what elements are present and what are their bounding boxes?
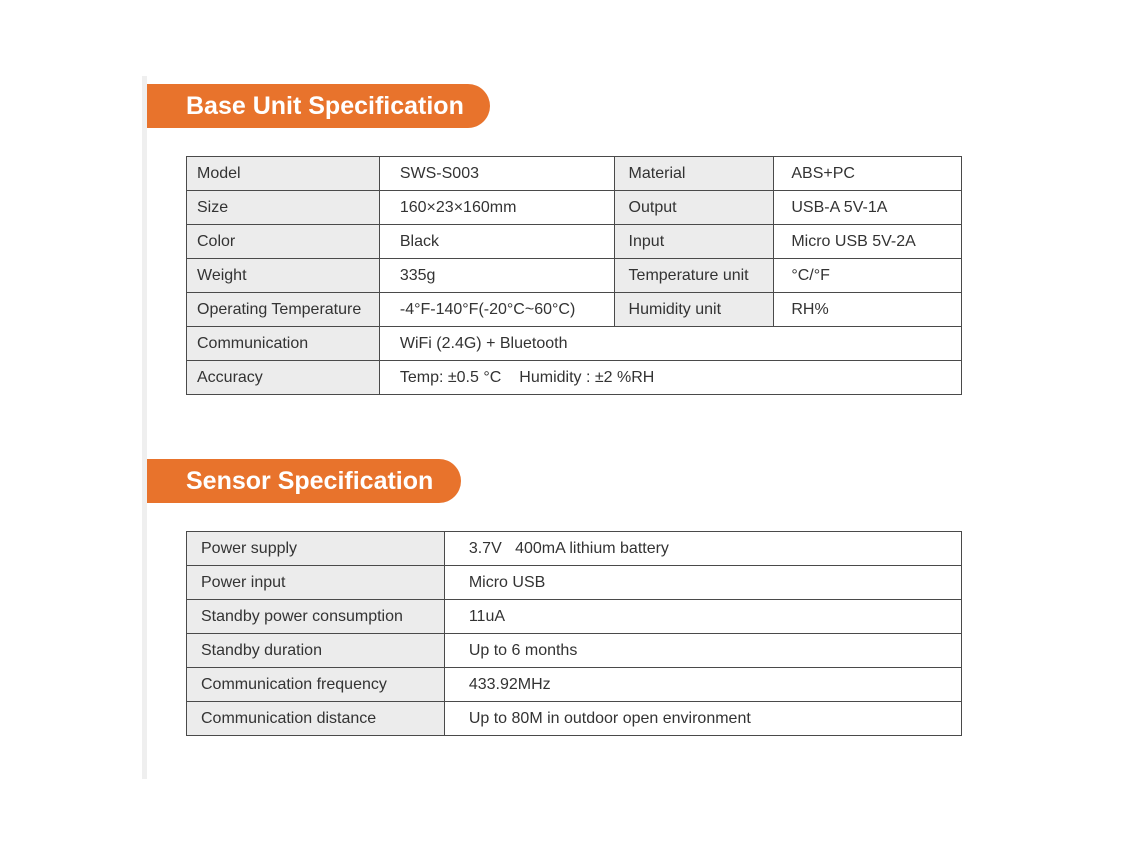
spec-label-size: Size bbox=[187, 191, 380, 225]
spec-value-communication-frequency: 433.92MHz bbox=[444, 668, 961, 702]
base-unit-spec-table bbox=[186, 156, 962, 395]
sensor-title: Sensor Specification bbox=[147, 459, 461, 503]
spec-label-input: Input bbox=[614, 225, 774, 259]
spec-label-standby-power: Standby power consumption bbox=[187, 600, 445, 634]
spec-label-accuracy: Accuracy bbox=[187, 361, 380, 395]
spec-label-communication: Communication bbox=[187, 327, 380, 361]
table-row bbox=[187, 191, 962, 225]
spec-value-weight: 335g bbox=[379, 259, 614, 293]
spec-value-size: 160×23×160mm bbox=[379, 191, 614, 225]
spec-label-weight: Weight bbox=[187, 259, 380, 293]
spec-label-color: Color bbox=[187, 225, 380, 259]
table-row bbox=[187, 600, 962, 634]
table-row bbox=[187, 327, 962, 361]
spec-label-humidity-unit: Humidity unit bbox=[614, 293, 774, 327]
spec-label-power-input: Power input bbox=[187, 566, 445, 600]
spec-value-power-input: Micro USB bbox=[444, 566, 961, 600]
table-row bbox=[187, 532, 962, 566]
table-row bbox=[187, 259, 962, 293]
spec-label-power-supply: Power supply bbox=[187, 532, 445, 566]
spec-value-model: SWS-S003 bbox=[379, 157, 614, 191]
table-row bbox=[187, 225, 962, 259]
table-row bbox=[187, 361, 962, 395]
table-row bbox=[187, 668, 962, 702]
table-row bbox=[187, 293, 962, 327]
spec-value-input: Micro USB 5V-2A bbox=[774, 225, 962, 259]
spec-value-humidity-unit: RH% bbox=[774, 293, 962, 327]
sensor-spec-table bbox=[186, 531, 962, 736]
accuracy-temp: Temp: ±0.5 °C bbox=[399, 368, 502, 386]
spec-label-output: Output bbox=[614, 191, 774, 225]
spec-label-model: Model bbox=[187, 157, 380, 191]
spec-label-standby-duration: Standby duration bbox=[187, 634, 445, 668]
spec-label-material: Material bbox=[614, 157, 774, 191]
spec-value-communication-distance: Up to 80M in outdoor open environment bbox=[444, 702, 961, 736]
spec-value-accuracy bbox=[379, 361, 961, 395]
spec-label-communication-frequency: Communication frequency bbox=[187, 668, 445, 702]
spec-value-output: USB-A 5V-1A bbox=[774, 191, 962, 225]
spec-label-communication-distance: Communication distance bbox=[187, 702, 445, 736]
spec-value-standby-power: 11uA bbox=[444, 600, 961, 634]
spec-value-power-supply: 3.7V 400mA lithium battery bbox=[444, 532, 961, 566]
side-rule bbox=[142, 76, 147, 779]
spec-value-temperature-unit: °C/°F bbox=[774, 259, 962, 293]
accuracy-humidity: Humidity : ±2 %RH bbox=[519, 368, 655, 386]
spec-label-operating-temperature: Operating Temperature bbox=[187, 293, 380, 327]
table-row bbox=[187, 157, 962, 191]
spec-value-operating-temperature: -4°F-140°F(-20°C~60°C) bbox=[379, 293, 614, 327]
spec-value-material: ABS+PC bbox=[774, 157, 962, 191]
table-row bbox=[187, 634, 962, 668]
table-row bbox=[187, 702, 962, 736]
spec-value-color: Black bbox=[379, 225, 614, 259]
table-row bbox=[187, 566, 962, 600]
spec-value-communication: WiFi (2.4G) + Bluetooth bbox=[379, 327, 961, 361]
spec-value-standby-duration: Up to 6 months bbox=[444, 634, 961, 668]
spec-label-temperature-unit: Temperature unit bbox=[614, 259, 774, 293]
base-unit-title: Base Unit Specification bbox=[147, 84, 490, 128]
